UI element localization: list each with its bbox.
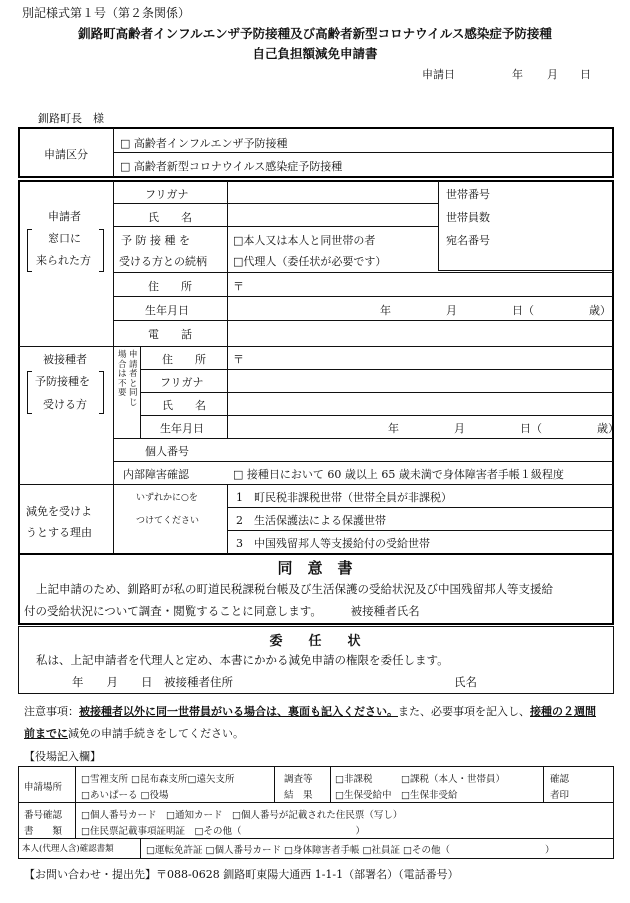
applicant-sub2: 来られた方 [36,254,91,267]
office-docs-options-1[interactable]: □個人番号カード □通知カード □個人番号が記載された住民票（写し） [81,810,403,821]
recipient-sub2: 受ける方 [43,398,87,411]
applicant-postal-mark: 〒 [233,280,244,293]
office-confirm-label-2: 者印 [550,790,570,801]
relationship-label-2: 受ける方との続柄 [119,255,207,268]
reason-hint-2: つけてください [136,516,200,526]
recipient-furigana-label: フリガナ [160,376,204,389]
office-place-label: 申請場所 [24,782,63,793]
office-docs-label-2: 書 類 [24,826,63,837]
relationship-option-proxy[interactable]: □代理人（委任状が必要です） [233,255,387,268]
applicant-sub1: 窓口に [48,232,81,245]
reason-label-1: 減免を受けよ [26,505,92,518]
office-id-label: 本人(代理人含)確認書類 [22,844,114,854]
office-survey-label-1: 調査等 [284,774,313,785]
delegation-name-label: 氏名 [454,675,477,689]
category-option-covid[interactable]: □ 高齢者新型コロナウイルス感染症予防接種 [120,160,343,173]
office-place-options-1[interactable]: □雪裡支所 □昆布森支所□遠矢支所 [81,774,235,785]
recipient-label: 被接種者 [43,353,87,366]
contact-footer: 【お問い合わせ・提出先】〒088-0628 釧路町東陽大通西 1-1-1（部署名）（電話番号） [24,868,459,881]
office-docs-label-1: 番号確認 [24,810,63,821]
office-confirm-label-1: 確認 [550,774,570,785]
reason-label-2: うとする理由 [26,526,92,539]
recipient-birth-value: 年 月 日（ 歳） [388,422,619,435]
disability-checkbox[interactable]: □ 接種日において 60 歳以上 65 歳未満で身体障害者手帳１級程度 [233,468,564,481]
addressee: 釧路町長 様 [38,112,104,125]
address-number-label: 宛名番号 [446,234,490,247]
reason-option-2[interactable]: 2 生活保護法による保護世帯 [236,514,386,527]
form-number: 別記様式第１号（第２条関係） [22,6,191,20]
category-label: 申請区分 [44,148,88,161]
office-survey-options-1[interactable]: □非課税 □課税（本人・世帯員） [335,774,505,785]
applicant-name-label: 氏 名 [148,211,192,224]
applicant-birth-value: 年 月 日（ 歳） [380,304,611,317]
office-survey-label-2: 結 果 [284,790,313,801]
office-section-title: 【役場記入欄】 [24,750,101,763]
reason-option-1[interactable]: 1 町民税非課税世帯（世帯全員が非課税） [236,491,452,504]
date-month-label: 月 [547,68,558,81]
recipient-address-label: 住 所 [162,353,206,366]
personal-number-label: 個人番号 [145,445,189,458]
consent-line-2: 付の受給状況について調査・閲覧することに同意します。 被接種者氏名 [24,604,420,618]
recipient-sub1: 予防接種を [35,375,90,388]
relationship-option-self[interactable]: □本人又は本人と同世帯の者 [233,234,376,247]
consent-title: 同 意 書 [277,559,353,577]
notes-line-2: 前までに減免の申請手続きをしてください。 [24,727,244,740]
delegation-line-1: 私は、上記申請者を代理人と定め、本書にかかる減免申請の権限を委任します。 [36,653,449,667]
notes-line-1: 注意事項：被接種者以外に同一世帯員がいる場合は、裏面も記入ください。また、必要事項を記入し、接種の２週間 [24,705,596,718]
category-option-influenza[interactable]: □ 高齢者インフルエンザ予防接種 [120,137,288,150]
date-year-label: 年 [512,68,523,81]
reason-hint-1: いずれかに○を [136,493,198,503]
recipient-postal-mark: 〒 [233,353,244,366]
consent-line-1: 上記申請のため、釧路町が私の町道民税課税台帳及び生活保護の受給状況及び中国残留邦人等支援給 [36,582,554,596]
form-title: 釧路町高齢者インフルエンザ予防接種及び高齢者新型コロナウイルス感染症予防接種 [78,26,552,41]
reason-option-3[interactable]: 3 中国残留邦人等支援給付の受給世帯 [236,537,430,550]
household-count-label: 世帯員数 [446,211,490,224]
applicant-furigana-label: フリガナ [145,188,189,201]
recipient-note-col2: 場 合 は 不 要 [118,350,127,398]
date-day-label: 日 [580,68,591,81]
office-docs-options-2[interactable]: □住民票記載事項証明証 □その他（ ） [81,826,365,837]
delegation-title: 委 任 状 [269,634,361,649]
recipient-note-col1: 申 請 者 と 同 じ [129,350,138,408]
household-number-label: 世帯番号 [446,188,490,201]
applicant-label: 申請者 [48,210,81,223]
applicant-phone-label: 電 話 [148,328,192,341]
application-date-label: 申請日 [422,68,455,81]
disability-label: 内部障害確認 [123,468,189,481]
form-subtitle: 自己負担額減免申請書 [252,46,378,61]
applicant-birth-label: 生年月日 [145,304,189,317]
recipient-birth-label: 生年月日 [160,422,204,435]
delegation-date-address: 年 月 日 被接種者住所 [72,675,233,689]
office-place-options-2[interactable]: □あいぱーる □役場 [81,790,169,801]
relationship-label-1: 予 防 接 種 を [121,234,190,247]
recipient-name-label: 氏 名 [162,399,206,412]
applicant-address-label: 住 所 [148,280,192,293]
office-survey-options-2[interactable]: □生保受給中 □生保非受給 [335,790,458,801]
office-id-options[interactable]: □運転免許証 □個人番号カード □身体障害者手帳 □社員証 □その他（ ） [146,845,555,856]
